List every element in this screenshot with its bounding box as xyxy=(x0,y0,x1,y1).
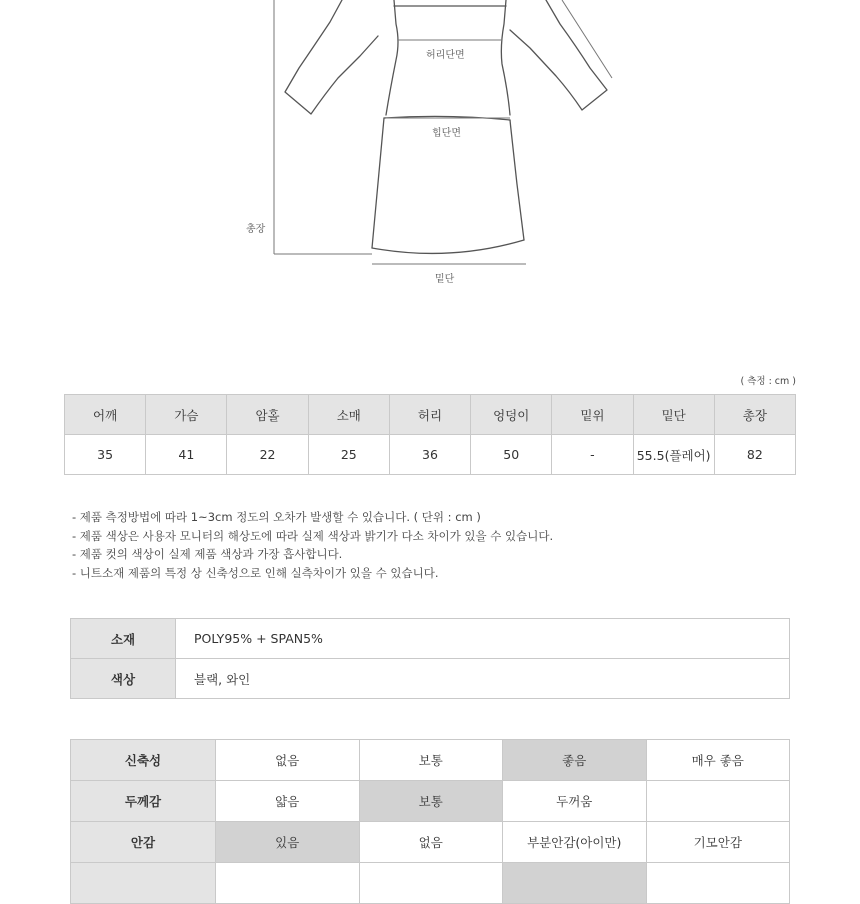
note-item: - 니트소재 제품의 특정 상 신축성으로 인해 실측차이가 있을 수 있습니다. xyxy=(72,565,439,580)
unit-note: ( 측정 : cm ) xyxy=(740,376,796,387)
feel-option: 좋음 xyxy=(503,740,647,781)
notes-list xyxy=(72,508,553,582)
waist-label: 허리단면 xyxy=(426,50,465,61)
size-value-cell: 55.5(플레어) xyxy=(633,435,714,475)
info-label: 색상 xyxy=(71,659,176,699)
feel-label: 신축성 xyxy=(71,740,216,781)
feel-option: 부분안감(아이만) xyxy=(503,822,647,863)
feel-row-thickness xyxy=(71,781,790,822)
size-header-cell: 소매 xyxy=(308,395,389,435)
size-value-cell: 25 xyxy=(308,435,389,475)
note-item: - 제품 색상은 사용자 모니터의 해상도에 따라 실제 색상과 밝기가 다소 차이가 있을 수 있습니다. xyxy=(72,528,554,543)
feel-option: 보통 xyxy=(359,781,503,822)
feel-option: 기모안감 xyxy=(646,822,790,863)
feel-label: 안감 xyxy=(71,822,216,863)
feel-row-partial xyxy=(71,863,790,904)
info-label: 소재 xyxy=(71,619,176,659)
feel-label xyxy=(71,863,216,904)
hip-label: 힙단면 xyxy=(432,128,461,139)
size-value-cell: 82 xyxy=(714,435,795,475)
size-header-cell: 허리 xyxy=(389,395,470,435)
info-table xyxy=(70,618,790,699)
note-item: - 제품 측정방법에 따라 1~3cm 정도의 오차가 발생할 수 있습니다. ( 단위 : cm ) xyxy=(72,510,481,524)
dress-outline xyxy=(0,0,860,300)
info-row-color xyxy=(71,659,790,699)
hem-label: 밑단 xyxy=(435,274,455,285)
feel-option xyxy=(359,863,503,904)
feel-table xyxy=(70,739,790,904)
size-header-row xyxy=(65,395,796,435)
feel-row-lining xyxy=(71,822,790,863)
feel-option: 있음 xyxy=(216,822,360,863)
size-header-cell: 밑위 xyxy=(552,395,633,435)
feel-option xyxy=(646,781,790,822)
size-header-cell: 가슴 xyxy=(146,395,227,435)
feel-option xyxy=(646,863,790,904)
note-item: - 제품 컷의 색상이 실제 제품 색상과 가장 흡사합니다. xyxy=(72,547,343,561)
size-value-cell: - xyxy=(552,435,633,475)
size-value-cell: 35 xyxy=(65,435,146,475)
size-header-cell: 총장 xyxy=(714,395,795,435)
feel-row-stretch xyxy=(71,740,790,781)
feel-option: 매우 좋음 xyxy=(646,740,790,781)
size-value-row xyxy=(65,435,796,475)
feel-option: 보통 xyxy=(359,740,503,781)
garment-diagram xyxy=(0,0,860,300)
size-value-cell: 41 xyxy=(146,435,227,475)
size-header-cell: 밑단 xyxy=(633,395,714,435)
size-header-cell: 엉덩이 xyxy=(471,395,552,435)
feel-option xyxy=(216,863,360,904)
size-header-cell: 암홀 xyxy=(227,395,308,435)
size-value-cell: 36 xyxy=(389,435,470,475)
feel-label: 두께감 xyxy=(71,781,216,822)
feel-option xyxy=(503,863,647,904)
feel-option: 없음 xyxy=(359,822,503,863)
size-value-cell: 22 xyxy=(227,435,308,475)
length-label: 총장 xyxy=(246,224,266,235)
size-table xyxy=(64,394,796,475)
feel-option: 얇음 xyxy=(216,781,360,822)
size-header-cell: 어깨 xyxy=(65,395,146,435)
feel-option: 두꺼움 xyxy=(503,781,647,822)
info-value: 블랙, 와인 xyxy=(176,659,790,699)
info-row-material xyxy=(71,619,790,659)
feel-option: 없음 xyxy=(216,740,360,781)
info-value: POLY95% + SPAN5% xyxy=(176,619,790,659)
size-value-cell: 50 xyxy=(471,435,552,475)
